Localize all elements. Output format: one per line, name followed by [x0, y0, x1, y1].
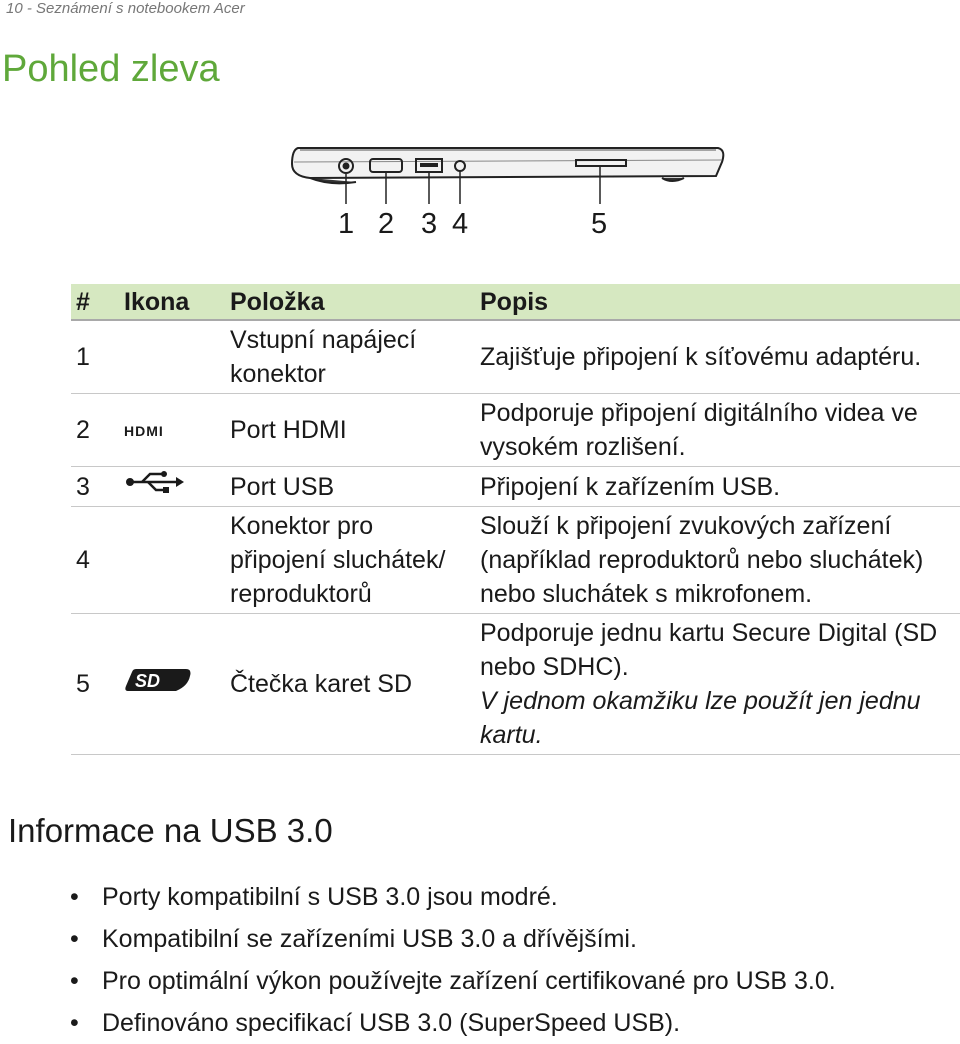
row-icon-cell — [119, 614, 225, 755]
list-item-text: Pro optimální výkon používejte zařízení certifikované pro USB 3.0. — [102, 967, 836, 995]
page-title: Pohled zleva — [2, 48, 220, 90]
row-number: 1 — [71, 320, 119, 394]
bullet-icon: • — [70, 883, 79, 911]
column-header-item: Položka — [225, 284, 475, 320]
callout-5: 5 — [591, 208, 608, 240]
svg-text:HDMI: HDMI — [124, 424, 164, 438]
row-item: Port USB — [225, 467, 475, 507]
list-item-text: Porty kompatibilní s USB 3.0 jsou modré. — [102, 883, 558, 911]
bullet-icon: • — [70, 925, 79, 953]
list-item — [70, 960, 836, 1002]
row-description: Podporuje připojení digitálního videa ve vysokém rozlišení. — [475, 394, 960, 467]
running-header: 10 - Seznámení s notebookem Acer — [6, 0, 245, 17]
table-row — [71, 467, 960, 507]
row-description: Připojení k zařízením USB. — [475, 467, 960, 507]
hdmi-icon — [124, 424, 182, 438]
row-description: Slouží k připojení zvukových zařízení (například reproduktorů nebo sluchátek) nebo sluchátek s mikrofonem. — [475, 507, 960, 614]
row-item: Port HDMI — [225, 394, 475, 467]
row-icon-cell — [119, 467, 225, 507]
ports-table — [71, 284, 960, 755]
bullet-icon: • — [70, 967, 79, 995]
row-item: Vstupní napájecí konektor — [225, 320, 475, 394]
row-icon-cell — [119, 320, 225, 394]
list-item — [70, 876, 836, 918]
sd-card-icon — [124, 666, 192, 694]
callout-4: 4 — [452, 208, 469, 240]
usb-info-list — [70, 876, 836, 1044]
row-number: 3 — [71, 467, 119, 507]
table-row — [71, 614, 960, 755]
row-description — [475, 614, 960, 755]
row-icon-cell — [119, 394, 225, 467]
row-description-text: Podporuje jednu kartu Secure Digital (SD nebo SDHC). — [480, 619, 938, 681]
list-item-text: Definováno specifikací USB 3.0 (SuperSpeed USB). — [102, 1009, 681, 1037]
row-number: 2 — [71, 394, 119, 467]
laptop-body — [292, 148, 723, 183]
row-description-note: V jednom okamžiku lze použít jen jednu kartu. — [480, 687, 921, 749]
column-header-num: # — [71, 284, 119, 320]
row-description: Zajišťuje připojení k síťovému adaptéru. — [475, 320, 960, 394]
svg-text:SD: SD — [135, 670, 161, 691]
table-header-row — [71, 284, 960, 320]
column-header-description: Popis — [475, 284, 960, 320]
row-item: Konektor pro připojení sluchátek/ reproduktorů — [225, 507, 475, 614]
table-row — [71, 394, 960, 467]
row-icon-cell — [119, 507, 225, 614]
callout-3: 3 — [421, 208, 438, 240]
callout-1: 1 — [338, 208, 355, 240]
list-item — [70, 1002, 836, 1044]
usb-section-title: Informace na USB 3.0 — [8, 812, 333, 849]
table-row — [71, 507, 960, 614]
column-header-icon: Ikona — [119, 284, 225, 320]
bullet-icon: • — [70, 1009, 79, 1037]
usb-icon — [124, 469, 184, 495]
list-item — [70, 918, 836, 960]
row-number: 4 — [71, 507, 119, 614]
table-row — [71, 320, 960, 394]
list-item-text: Kompatibilní se zařízeními USB 3.0 a dřívějšími. — [102, 925, 637, 953]
row-item: Čtečka karet SD — [225, 614, 475, 755]
row-number: 5 — [71, 614, 119, 755]
callout-2: 2 — [378, 208, 395, 240]
